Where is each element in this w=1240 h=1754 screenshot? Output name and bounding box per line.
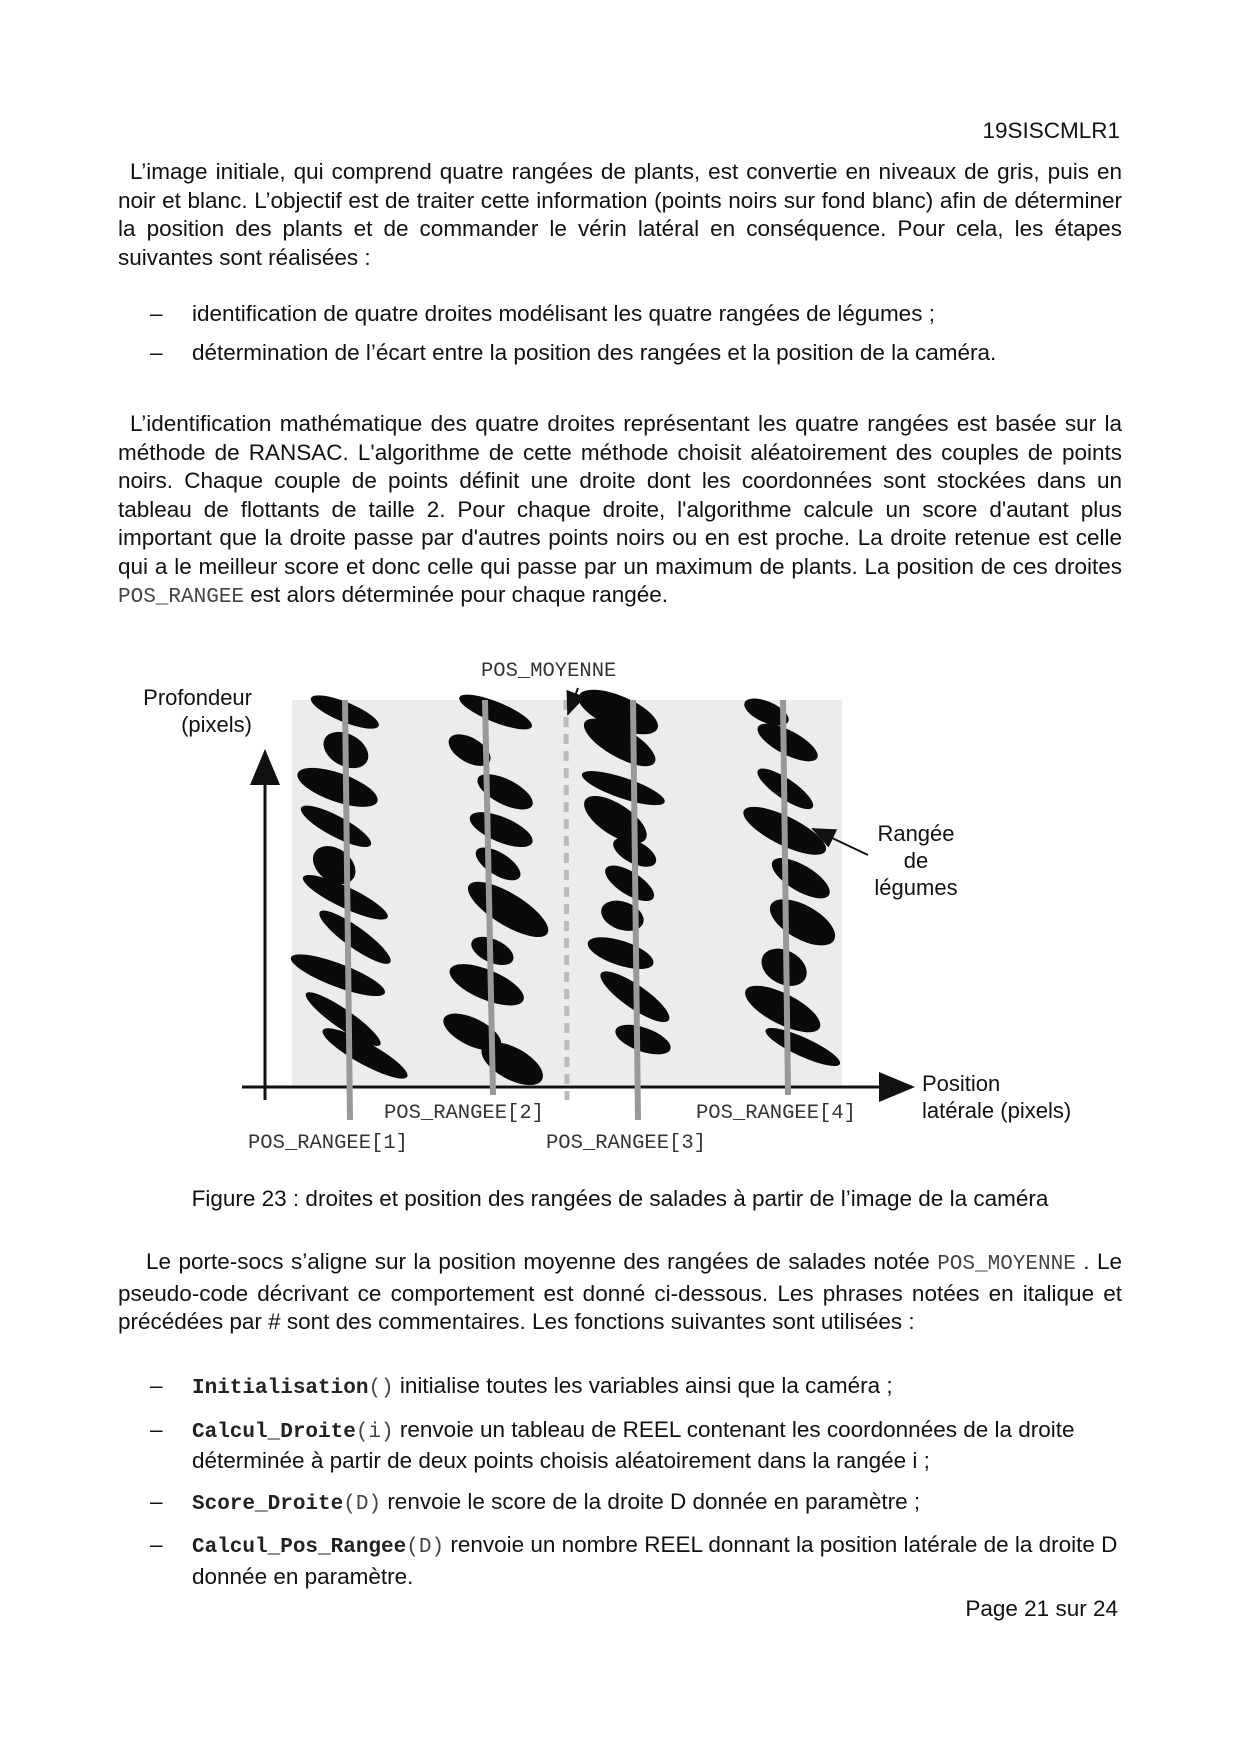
list-dash: – (150, 1488, 163, 1514)
function-description: renvoie un tableau de REEL contenant les coordonnées de la droite déterminée à partir de deux points choisis aléatoirement dans la rangée i ; (192, 1416, 1075, 1473)
x-axis-label-line2: latérale (pixels) (922, 1098, 1072, 1123)
row-label-line2: légumes (874, 875, 958, 900)
list-dash: – (150, 301, 163, 326)
list-item (150, 1372, 1122, 1404)
pos-rangee-1-label: POS_RANGEE[1] (248, 1132, 408, 1155)
function-args: (D) (406, 1536, 445, 1559)
function-description: initialise toutes les variables ainsi que la caméra ; (399, 1373, 893, 1398)
functions-list (150, 1372, 1122, 1591)
porte-socs-text: Le porte-socs s’aligne sur la position moyenne des rangées de salades notée (146, 1249, 930, 1274)
pos-moyenne-label: POS_MOYENNE (481, 660, 617, 683)
step-text: détermination de l’écart entre la position des rangées et la position de la caméra. (192, 339, 997, 365)
porte-socs-text-end: . Le pseudo-code décrivant ce comportement est donné ci-dessous. Les phrases notées en italique et précédées par # sont des commentaires. Les fonctions suivantes sont utilisées : (118, 1249, 1123, 1334)
y-axis-label-line2: (pixels) (181, 712, 252, 737)
figure-caption: Figure 23 : droites et position des rangées de salades à partir de l’image de la caméra (191, 1186, 1049, 1211)
step-text: identification de quatre droites modélisant les quatre rangées de légumes ; (192, 301, 935, 326)
list-dash: – (150, 1416, 163, 1442)
pos-moyenne-code: POS_MOYENNE (937, 1253, 1076, 1276)
x-axis-label-line1: Position (922, 1071, 1001, 1096)
list-item (150, 1416, 1122, 1476)
y-axis-label-line1: Profondeur (143, 685, 252, 710)
function-name: Initialisation (192, 1377, 369, 1400)
row-label (866, 820, 966, 901)
function-description: renvoie le score de la droite D donnée en paramètre ; (387, 1488, 921, 1514)
porte-socs-paragraph (118, 1248, 1122, 1337)
function-name: Calcul_Pos_Rangee (192, 1536, 407, 1559)
intro-text: L’image initiale, qui comprend quatre rangées de plants, est convertie en niveaux de gris, puis en noir et blanc. L’objectif est de traiter cette information (points noirs sur fond blanc) afin de déterminer la position des plants et de commander le vérin latéral en conséquence. Pour cela, les étapes suivantes sont réalisées : (118, 159, 1122, 270)
pos-rangee-3-label: POS_RANGEE[3] (546, 1132, 706, 1155)
page-number: Page 21 sur 24 (965, 1596, 1118, 1621)
function-name: Score_Droite (192, 1492, 344, 1516)
document-code: 19SISCMLR1 (982, 118, 1120, 143)
pos-rangee-2-label: POS_RANGEE[2] (384, 1102, 544, 1125)
pos-rangee-4-label: POS_RANGEE[4] (696, 1102, 856, 1125)
row-label-line1: Rangée de (877, 821, 955, 873)
list-item (150, 1488, 1122, 1520)
function-name: Calcul_Droite (192, 1420, 356, 1444)
list-dash: – (150, 339, 163, 365)
list-dash: – (150, 1373, 163, 1398)
function-args: (D) (343, 1492, 382, 1516)
function-args: () (368, 1377, 394, 1400)
pos-rangee-code: POS_RANGEE (118, 586, 245, 609)
function-description: renvoie un nombre REEL donnant la position latérale de la droite D donnée en paramètre. (192, 1532, 1118, 1589)
list-item (150, 1531, 1122, 1591)
list-dash: – (150, 1532, 163, 1557)
ransac-text: L’identification mathématique des quatre droites représentant les quatre rangées est basée sur la méthode de RANSAC. L'algorithme de cette méthode choisit aléatoirement des couples de points noirs. Chaque couple de points définit une droite dont les coordonnées sont stockées dans un tableau de flottants de taille 2. Pour chaque droite, l'algorithme calcule un score d'autant plus important que la droite passe par d'autres points noirs ou en est proche. La droite retenue est celle qui a le meilleur score et donc celle qui passe par un maximum de plants. La position de ces droites (118, 411, 1122, 579)
x-axis-label (922, 1070, 1122, 1124)
ransac-text-end: est alors déterminée pour chaque rangée. (250, 582, 669, 607)
function-args: (i) (355, 1420, 394, 1444)
y-axis-label (100, 684, 252, 738)
